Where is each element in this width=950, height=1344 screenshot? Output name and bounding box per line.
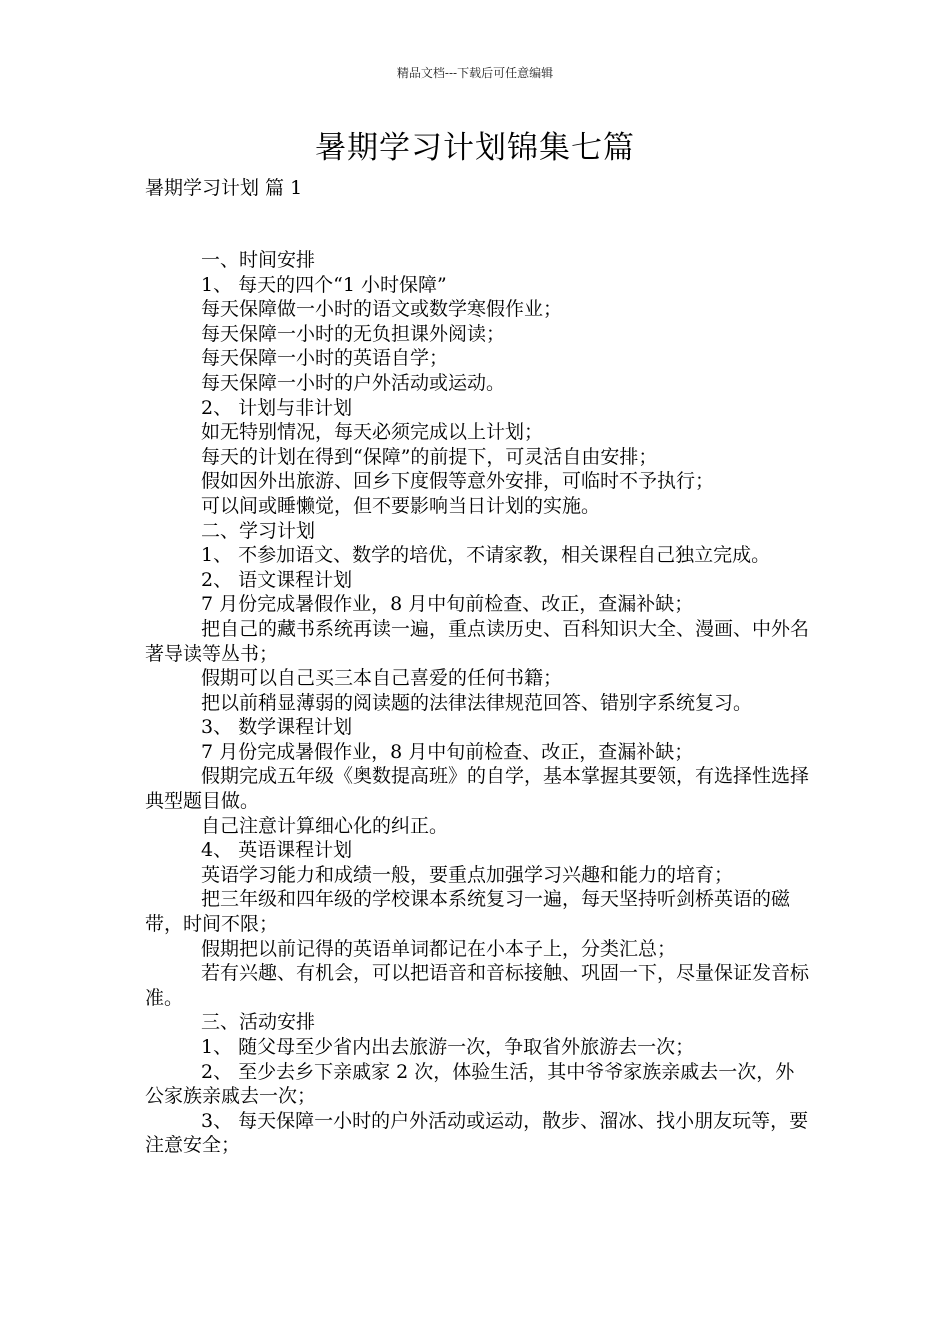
paragraph: 假期把以前记得的英语单词都记在小本子上，分类汇总； (201, 937, 677, 960)
paragraph: 2、 至少去乡下亲戚家 2 次，体验生活，其中爷爷家族亲戚去一次，外公家族亲戚去一次； (145, 1060, 795, 1108)
paragraph: 4、 英语课程计划 (201, 839, 353, 862)
paragraph: 2、 语文课程计划 (201, 568, 353, 591)
paragraph: 英语学习能力和成绩一般，要重点加强学习兴趣和能力的培育； (201, 863, 734, 886)
paragraph: 1、 每天的四个“1 小时保障” (201, 273, 447, 296)
paragraph: 三、活动安排 (201, 1011, 316, 1034)
paragraph: 假期可以自己买三本自己喜爱的任何书籍； (201, 667, 563, 690)
paragraph: 若有兴趣、有机会，可以把语音和音标接触、巩固一下，尽量保证发音标准。 (145, 962, 810, 1009)
paragraph: 每天保障一小时的无负担课外阅读； (201, 322, 506, 345)
paragraph: 把以前稍显薄弱的阅读题的法律法律规范回答、错别字系统复习。 (201, 691, 753, 714)
paragraph: 7 月份完成暑假作业，8 月中旬前检查、改正，查漏补缺； (201, 740, 694, 763)
paragraph: 一、时间安排 (201, 249, 316, 271)
paragraph: 如无特别情况，每天必须完成以上计划； (201, 421, 544, 444)
paragraph: 每天保障一小时的英语自学； (201, 347, 449, 370)
paragraph: 假期完成五年级《奥数提高班》的自学，基本掌握其要领，有选择性选择典型题目做。 (145, 765, 810, 813)
paragraph: 3、 每天保障一小时的户外活动或运动，散步、溜冰、找小朋友玩等，要注意安全； (145, 1109, 809, 1157)
document-title: 暑期学习计划锦集七篇 (315, 130, 635, 166)
paragraph: 1、 随父母至少省内出去旅游一次，争取省外旅游去一次； (201, 1036, 695, 1058)
paragraph: 假如因外出旅游、回乡下度假等意外安排，可临时不予执行； (201, 470, 715, 493)
paragraph: 7 月份完成暑假作业，8 月中旬前检查、改正，查漏补缺； (201, 593, 694, 616)
paragraph: 1、 不参加语文、数学的培优，不请家教，相关课程自己独立完成。 (201, 544, 771, 567)
document-subtitle: 暑期学习计划 篇 1 (145, 177, 303, 199)
paragraph: 3、 数学课程计划 (201, 716, 353, 739)
paragraph: 可以间或睡懒觉，但不要影响当日计划的实施。 (201, 494, 601, 517)
paragraph: 二、学习计划 (201, 519, 316, 542)
paragraph: 把三年级和四年级的学校课本系统复习一遍，每天坚持听剑桥英语的磁带，时间不限； (145, 888, 791, 936)
paragraph: 把自己的藏书系统再读一遍，重点读历史、百科知识大全、漫画、中外名著导读等丛书； (145, 617, 810, 665)
paragraph: 每天的计划在得到“保障”的前提下，可灵活自由安排； (201, 445, 658, 468)
paragraph: 每天保障一小时的户外活动或运动。 (201, 371, 506, 394)
paragraph: 自己注意计算细心化的纠正。 (201, 814, 449, 837)
document-body (145, 248, 810, 1158)
paragraph: 2、 计划与非计划 (201, 396, 353, 419)
page-header-note: 精品文档---下载后可任意编辑 (396, 66, 554, 80)
paragraph: 每天保障做一小时的语文或数学寒假作业； (201, 298, 563, 321)
